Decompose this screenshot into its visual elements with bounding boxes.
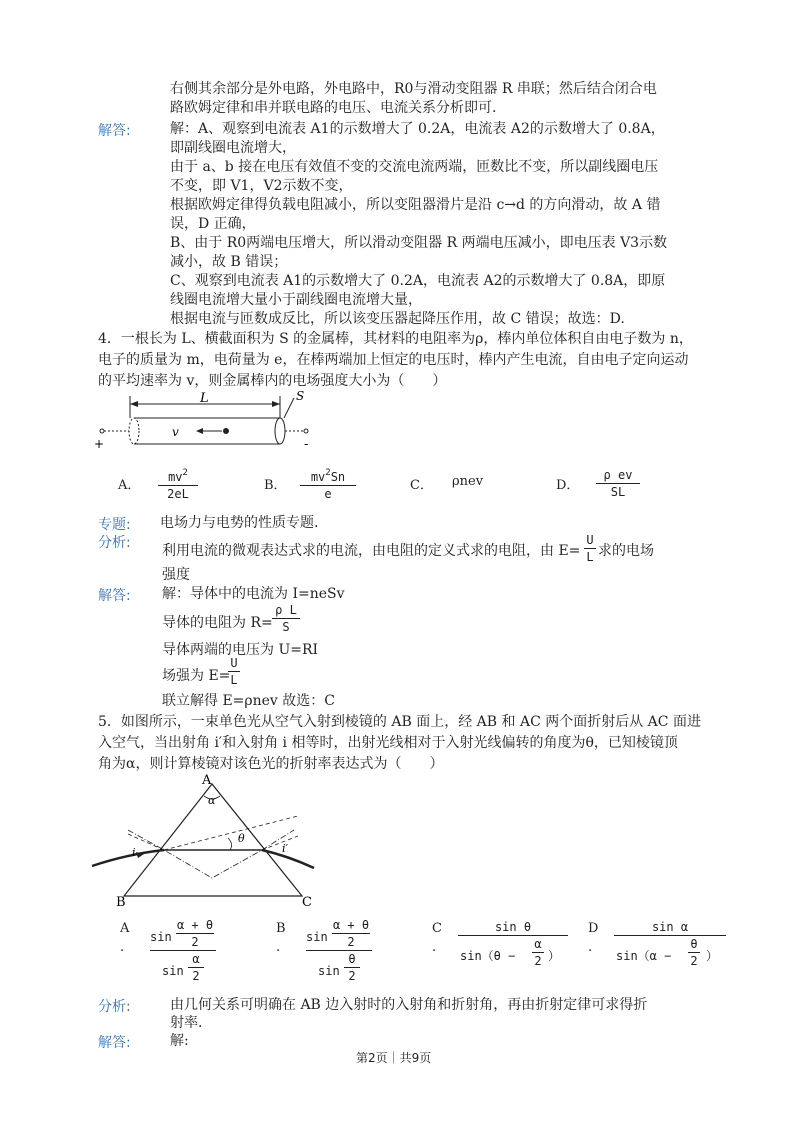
q3-answer-line: 根据欧姆定律得负载电阻减小，所以变阻器滑片是沿 c→d 的方向滑动，故 A 错 [170,197,661,213]
q4-analysis-label: 分析: [98,535,131,551]
q5-answer-label: 解答: [98,1035,131,1051]
q3-analysis-line-1: 右侧其余部分是外电路，外电路中，R0与滑动变阻器 R 串联；然后结合闭合电 [170,81,657,97]
q4-answer-line-1: 解：导体中的电流为 I=neSv [162,586,345,602]
q4-answer-line-4: 场强为 E= [162,668,231,684]
q5-option-b-dot: . [276,940,281,955]
q3-answer-line: 线圈电流增大量小于副线圈电流增大量， [170,292,422,308]
q5-option-c-label[interactable]: C [432,921,442,936]
vertex-a-label: A [202,773,212,788]
rod-area-label: S [296,389,305,403]
q3-answer-line: B、由于 R0两端电压增大，所以滑动变阻器 R 两端电压减小，即电压表 V3示数 [170,235,668,251]
q5-option-a-dot: . [120,940,125,955]
q5-analysis-line-1: 由几何关系可明确在 AB 边入射时的入射角和折射角，再由折射定律可求得折 [170,997,648,1013]
q5-option-b-label[interactable]: B [276,921,286,936]
q5-stem-line: 角为α，则计算棱镜对该色光的折射率表达式为（ ） [98,756,444,772]
q5-option-b-fraction[interactable]: sin α + θ 2 sin θ 2 [306,918,372,982]
q4-answer-label: 解答: [98,588,131,604]
q5-stem-line: 入空气，当出射角 i′和入射角 i 相等时，出射光线相对于入射光线偏转的角度为θ，已知棱镜顶 [98,735,678,751]
q5-option-a-label[interactable]: A [120,921,130,936]
q4-option-a-label[interactable]: A． [118,478,141,493]
apex-angle-label: α [208,794,216,807]
q3-answer-label: 解答: [98,123,131,139]
q4-analysis-line2: 强度 [162,567,190,583]
q3-answer-line: 解：A、观察到电流表 A1的示数增大了 0.2A，电流表 A2的示数增大了 0.8A， [170,121,665,137]
q4-answer-line-2: 导体的电阻为 R= [162,615,273,631]
q3-analysis-line-2: 路欧姆定律和串并联电路的电压、电流关系分析即可. [170,100,497,116]
q4-stem-line: 4．一根长为 L、横截面积为 S 的金属棒，其材料的电阻率为ρ，棒内单位体积自由电子数为 n， [98,331,693,347]
incidence-angle-label: i [132,846,136,859]
plus-terminal: + [94,437,105,450]
q4-analysis-post: 求的电场 [598,543,654,559]
q3-answer-line: 减小，故 B 错误； [170,254,288,270]
minus-terminal: - [304,437,309,450]
vertex-b-label: B [116,895,126,908]
q4-answer-line-5: 联立解得 E=ρnev 故选：C [162,693,336,709]
rod-length-label: L [200,391,209,406]
q4-stem-line: 的平均速率为 v，则金属棒内的电场强度大小为（ ） [98,373,447,389]
q3-answer-line: C、观察到电流表 A1的示数增大了 0.2A，电流表 A2的示数增大了 0.8A，即原 [170,273,666,289]
q5-option-c-dot: . [432,940,437,955]
q3-answer-line: 根据电流与匝数成反比，所以该变压器起降压作用，故 C 错误；故选：D. [170,311,625,327]
q5-stem-line: 5．如图所示，一束单色光从空气入射到棱镜的 AB 面上，经 AB 和 AC 两个面折射后从 AC 面进 [98,714,701,730]
q4-option-a-fraction[interactable]: $mv^2$ 2eL [158,468,198,501]
vertex-c-label: C [302,895,312,908]
q5-answer-text: 解: [170,1033,189,1049]
q5-analysis-label: 分析: [98,999,131,1015]
q3-answer-line: 即副线圈电流增大， [170,140,296,156]
q4-option-d-fraction[interactable]: ρ ev SL [596,468,640,499]
q5-analysis-line-2: 射率. [170,1015,203,1031]
q4-option-b-fraction[interactable]: $mv^2Sn$ e [300,468,356,501]
q4-option-d-label[interactable]: D． [556,478,580,493]
q3-answer-line: 误，D 正确， [170,216,256,232]
q3-answer-line: 不变，即 V1，V2示数不变， [170,178,353,194]
q3-answer-line: 由于 a、b 接在电压有效值不变的交流电流两端，匝数比不变，所以副线圈电压 [170,159,659,175]
q4-topic-text: 电场力与电势的性质专题. [160,515,319,531]
velocity-label: v [172,425,179,439]
q4-field-fraction: U L [228,656,240,687]
q4-analysis-pre: 利用电流的微观表达式求的电流，由电阻的定义式求的电阻，由 E= [162,543,581,559]
page-footer: 第2页｜共9页 [356,1051,432,1065]
q4-resistance-fraction: ρ L S [272,603,300,634]
q4-topic-label: 专题: [98,517,131,533]
q4-stem-line: 电子的质量为 m，电荷量为 e，在棒两端加上恒定的电压时，棒内产生电流，自由电子定向运动 [98,352,689,368]
q5-option-d-label[interactable]: D [588,921,599,936]
q5-prism-figure [88,772,318,908]
q4-analysis-fraction: U L [584,533,596,564]
q4-option-c-text[interactable]: ρnev [452,474,484,489]
q5-option-d-fraction[interactable]: sin α sin（α − θ 2 ） [614,920,726,969]
q4-option-b-label[interactable]: B． [264,478,287,493]
deviation-angle-label: θ [238,832,245,845]
q4-answer-line-3: 导体两端的电压为 U=RI [162,642,319,658]
q5-option-a-fraction[interactable]: sin α + θ 2 sin α 2 [150,918,216,982]
q4-option-c-label[interactable]: C． [410,478,433,493]
exit-angle-label: i′ [282,842,289,855]
q4-rod-figure [90,388,330,450]
q5-option-c-fraction[interactable]: sin θ sin（θ − α 2 ） [458,920,568,969]
q5-option-d-dot: . [588,940,593,955]
